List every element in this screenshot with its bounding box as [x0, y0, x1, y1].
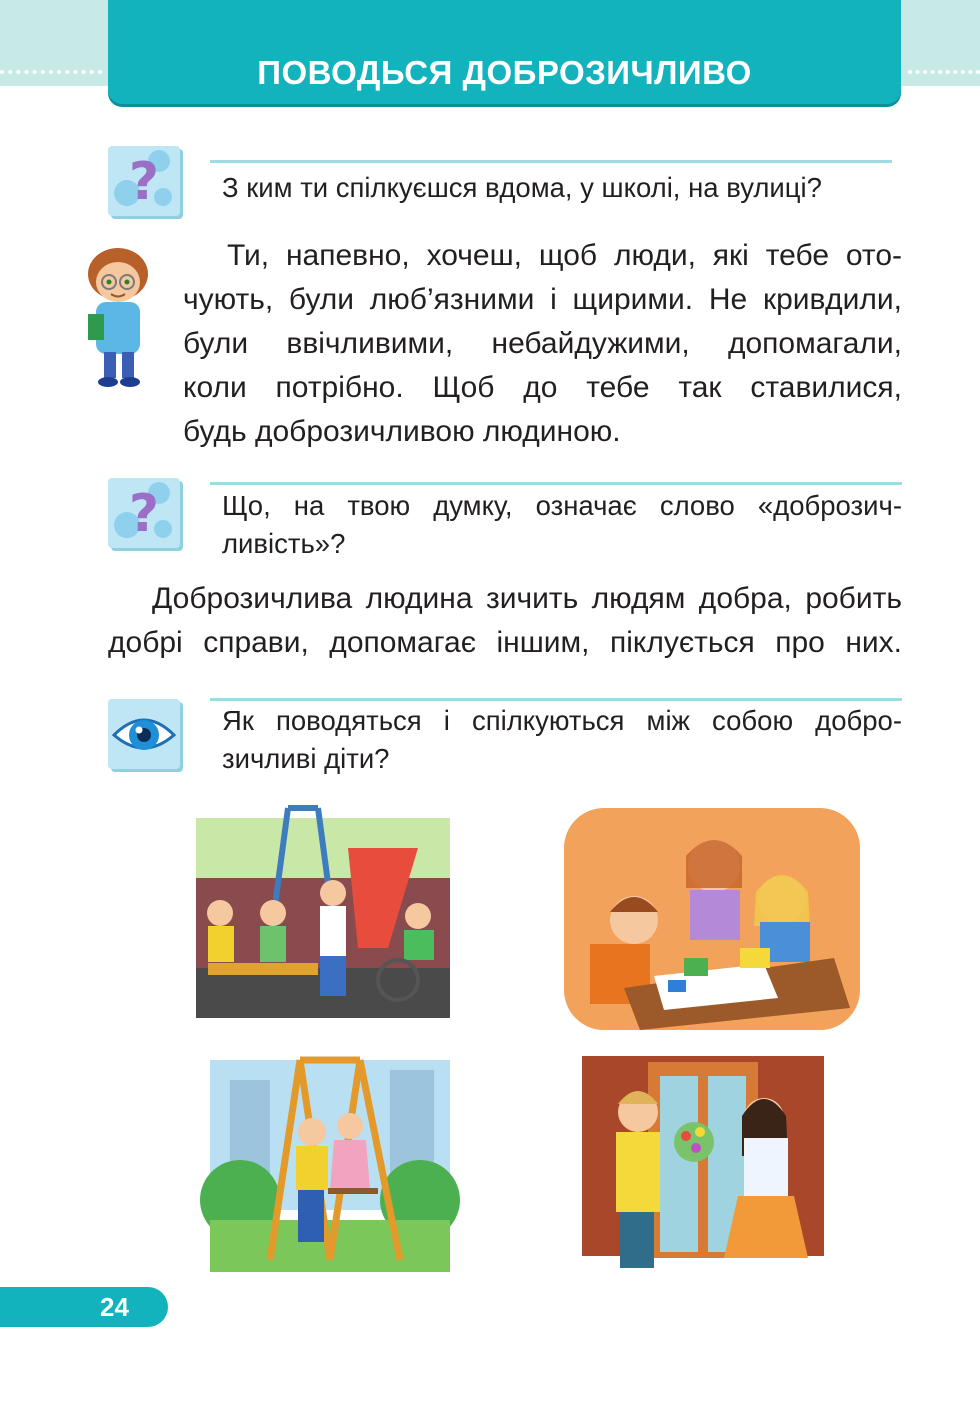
- question-line: Як поводяться і спілкуються між собою добро-: [222, 705, 902, 736]
- page-number: 24: [100, 1292, 129, 1322]
- question-text: З ким ти спілкуєшся вдома, у школі, на вулиці?: [222, 172, 822, 203]
- craft-table-illustration: [564, 808, 860, 1030]
- page-title: ПОВОДЬСЯ ДОБРОЗИЧЛИВО: [257, 54, 752, 91]
- question-text: [222, 702, 902, 778]
- question-rule: [210, 160, 892, 163]
- paragraph-line: будь доброзичливою людиною.: [183, 415, 621, 448]
- header-dots-left: [0, 70, 102, 78]
- paragraph-line: добрі справи, допомагає іншим, піклується про них.: [108, 626, 902, 659]
- paragraph-line: коли потрібно. Щоб до тебе так ставилися,: [183, 371, 902, 404]
- question-line: Що, на твою думку, означає слово «доброзич-: [222, 490, 902, 521]
- paragraph-1: [183, 234, 902, 454]
- boy-illustration: [78, 240, 160, 390]
- playground-illustration: [188, 798, 458, 1030]
- eye-icon: [108, 699, 180, 769]
- page-number-tab: [0, 1287, 168, 1327]
- paragraph-line: були ввічливими, небайдужими, допомагали,: [183, 327, 902, 360]
- paragraph-line: Доброзичлива людина зичить людям добра, робить: [152, 582, 902, 615]
- question-icon: ?: [108, 478, 180, 548]
- header-dots-right: [908, 70, 980, 78]
- flowers-illustration: [576, 1046, 830, 1278]
- question-line: ливість»?: [222, 528, 346, 559]
- question-line: зичливі діти?: [222, 743, 390, 774]
- question-icon: ?: [108, 146, 180, 216]
- question-text: [222, 487, 902, 563]
- paragraph-line: Ти, напевно, хочеш, щоб люди, які тебе ото-: [227, 239, 902, 272]
- paragraph-line: чують, були люб’язними і щирими. Не кривдили,: [183, 283, 902, 316]
- question-rule: [210, 482, 902, 485]
- paragraph-2: [108, 577, 902, 665]
- swing-illustration: [200, 1040, 462, 1278]
- question-rule: [210, 698, 902, 701]
